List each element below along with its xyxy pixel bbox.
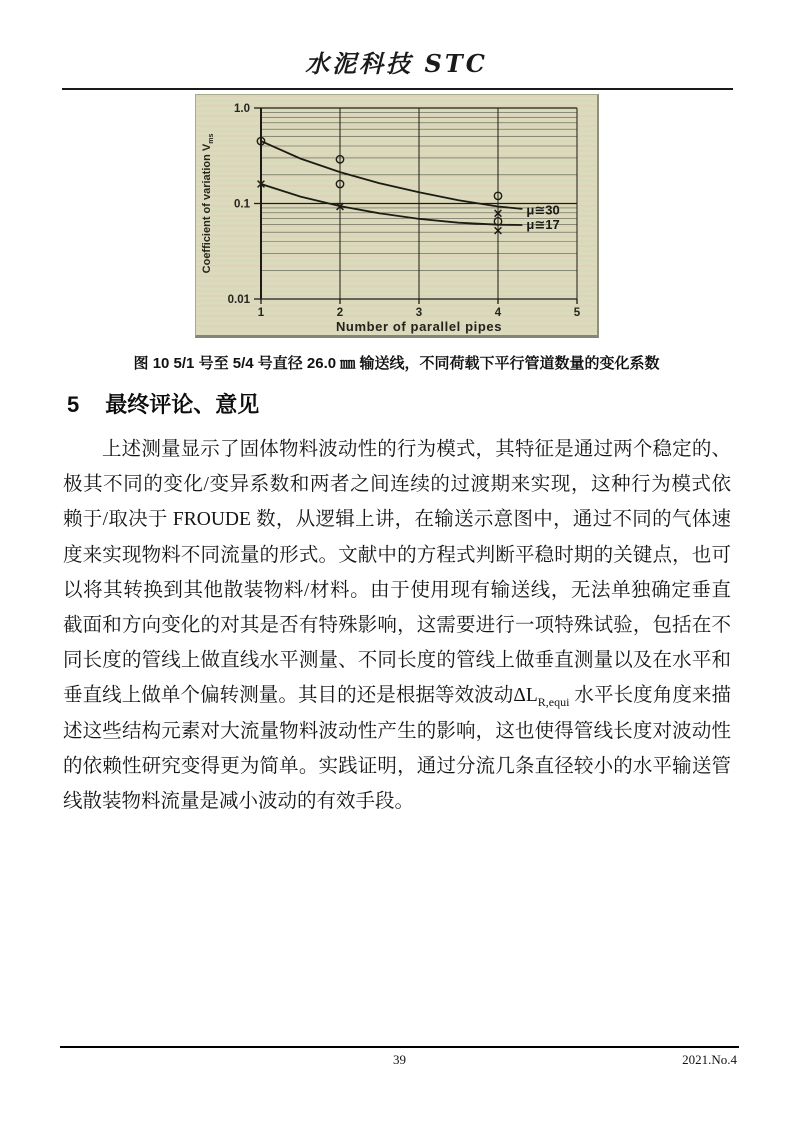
- svg-text:5: 5: [573, 307, 580, 319]
- header-rule: [62, 88, 733, 90]
- footer-rule: [60, 1046, 739, 1048]
- svg-text:3: 3: [415, 307, 422, 319]
- section-number: 5: [67, 392, 80, 417]
- section-heading: [67, 388, 793, 419]
- variation-coefficient-chart: [196, 95, 597, 335]
- journal-title: 水泥科技 STC: [305, 49, 488, 78]
- footer-row: [60, 1052, 739, 1074]
- svg-text:1: 1: [257, 307, 264, 319]
- figure-10: [0, 94, 793, 373]
- chart-image: [195, 94, 599, 338]
- section-title: 最终评论、意见: [105, 392, 260, 417]
- issue-label: 2021.No.4: [682, 1052, 737, 1067]
- page-header: [0, 44, 793, 90]
- body-text-part1: 上述测量显示了固体物料波动性的行为模式，其特征是通过两个稳定的、极其不同的变化/变异系数和两者之间连续的过渡期来实现，这种行为模式依赖于/取决于 FROUDE 数，从逻辑上讲，在输送示意图中，通过不同的气体速度来实现物料不同流量的形式。文献中的方程式判断平稳时期的关键点，也可以将其转换到其他散装物料/材料。由于使用现有输送线，无法单独确定垂直截面和方向变化的对其是否有特殊影响，这需要进行一项特殊试验，包括在不同长度的管线上做直线水平测量、不同长度的管线上做垂直测量以及在水平和垂直线上做单个偏转测量。其目的还是根据等效波动ΔL: [63, 439, 731, 707]
- body-formula-subscript: R,equi: [537, 695, 570, 710]
- svg-text:4: 4: [494, 307, 501, 319]
- page-number: 39: [393, 1052, 406, 1067]
- svg-text:0.01: 0.01: [227, 294, 250, 306]
- svg-text:μ≅30: μ≅30: [525, 202, 560, 218]
- svg-text:Coefficient of variation Vms: Coefficient of variation $V_{ms}$: [200, 133, 215, 274]
- svg-text:μ≅17: μ≅17: [525, 217, 560, 233]
- svg-text:1.0: 1.0: [233, 103, 250, 115]
- svg-text:0.1: 0.1: [233, 198, 250, 211]
- figure-caption: 图 10 5/1 号至 5/4 号直径 26.0 ㎜ 输送线，不同荷载下平行管道数量的变化系数: [133, 355, 660, 372]
- body-paragraph: [63, 432, 731, 819]
- svg-text:2: 2: [336, 307, 343, 319]
- svg-text:Number of parallel pipes: Number of parallel pipes: [335, 319, 502, 334]
- page-footer: [60, 1046, 739, 1074]
- body-text-part2: 水平长度角度来描述这些结构元素对大流量物料波动性产生的影响，这也使得管线长度对波动性的依赖性研究变得更为简单。实践证明，通过分流几条直径较小的水平输送管线散装物料流量是减小波动的有效手段。: [63, 685, 731, 813]
